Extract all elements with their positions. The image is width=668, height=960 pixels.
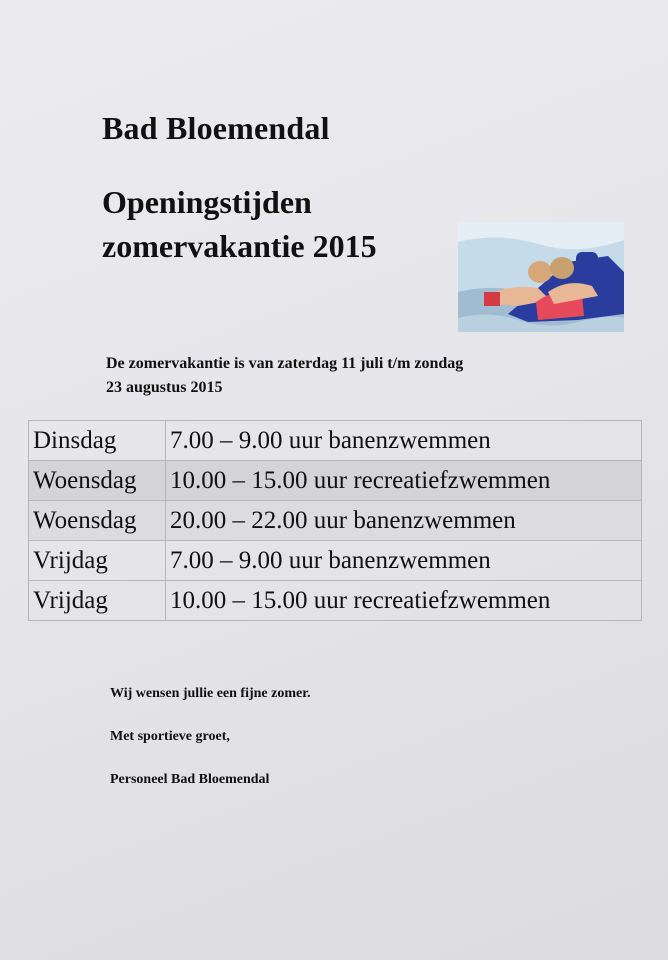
intro-text [106,352,463,400]
table-row [29,421,642,461]
table-row [29,581,642,621]
day-cell: Vrijdag [29,541,166,581]
document-heading [102,180,377,268]
closing-signature: Personeel Bad Bloemendal [110,772,270,787]
time-cell: 10.00 – 15.00 uur recreatiefzwemmen [166,581,642,621]
table-row [29,501,642,541]
time-cell: 7.00 – 9.00 uur banenzwemmen [166,541,642,581]
time-cell: 20.00 – 22.00 uur banenzwemmen [166,501,642,541]
day-cell: Woensdag [29,461,166,501]
heading-line-2: zomervakantie 2015 [102,228,377,264]
intro-line-1: De zomervakantie is van zaterdag 11 juli t/m zondag [106,355,464,372]
time-cell: 7.00 – 9.00 uur banenzwemmen [166,421,642,461]
day-cell: Vrijdag [29,581,166,621]
closing-wish: Wij wensen jullie een fijne zomer. [110,686,311,701]
table-row [29,461,642,501]
day-cell: Dinsdag [29,421,166,461]
closing-block [110,686,311,815]
day-cell: Woensdag [29,501,166,541]
closing-greeting: Met sportieve groet, [110,729,230,744]
time-cell: 10.00 – 15.00 uur recreatiefzwemmen [166,461,642,501]
swimming-children-photo [458,222,624,332]
opening-hours-table [28,420,642,621]
table-row [29,541,642,581]
document-title: Bad Bloemendal [102,110,330,146]
heading-line-1: Openingstijden [102,184,312,220]
intro-line-2: 23 augustus 2015 [106,379,223,396]
